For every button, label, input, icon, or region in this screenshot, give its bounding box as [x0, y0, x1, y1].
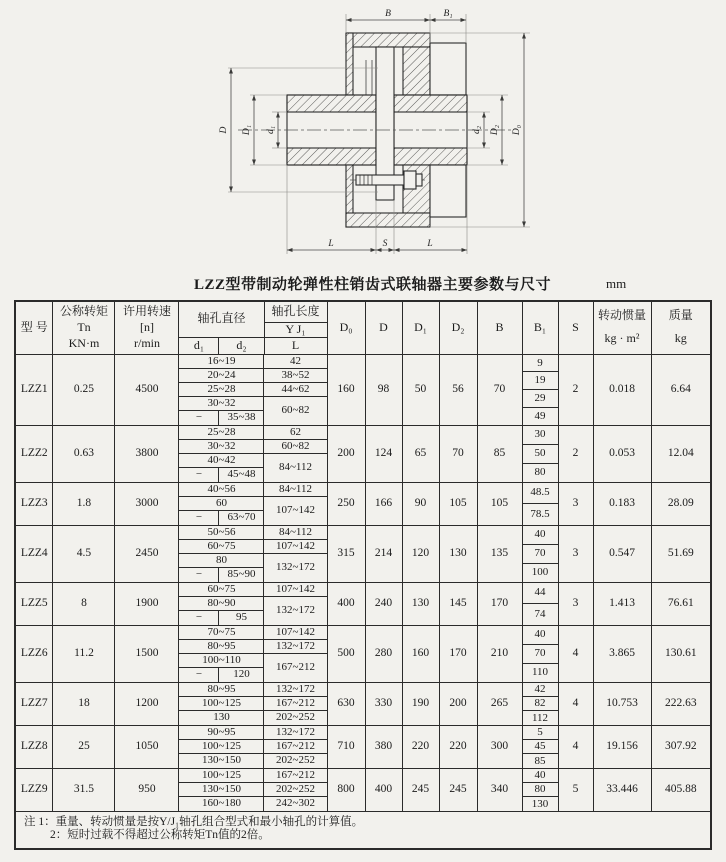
speed-value-cell: 2450 [115, 525, 179, 582]
speed-value-cell: 1500 [115, 625, 179, 682]
bore-cell [179, 482, 327, 525]
model-name-cell: LZZ9 [15, 768, 53, 811]
inertia-title: 转动惯量 [597, 308, 646, 323]
bore-range-cell: 100~125 [179, 769, 264, 783]
bore-range-cell: 30~32 [179, 397, 264, 411]
s-value-cell: 3 [558, 525, 593, 582]
bore-length-cell: 202~252 [276, 711, 315, 724]
table-row [15, 725, 711, 768]
torque-value-cell: 11.2 [53, 625, 115, 682]
col-header-b: B [477, 301, 522, 354]
b1-cell [522, 482, 558, 525]
d-value-cell: 124 [365, 425, 402, 482]
b1-value-cell: 80 [523, 783, 558, 797]
d2-value-cell: 145 [439, 582, 477, 625]
d2-value-cell: 105 [439, 482, 477, 525]
bore-length-cell: 107~142 [264, 626, 326, 640]
d2-value-cell: 200 [439, 682, 477, 725]
model-name-cell: LZZ6 [15, 625, 53, 682]
dim-label-s: S [382, 239, 388, 249]
bore-grid [179, 583, 326, 625]
bore-length-cell: 42 [264, 355, 326, 369]
bore-grid [179, 683, 326, 725]
inertia-value-cell: 10.753 [593, 682, 651, 725]
dim-label-l-right: L [427, 239, 433, 249]
d-value-cell: 330 [365, 682, 402, 725]
b1-cell [522, 725, 558, 768]
col-header-d1: D₁ [402, 301, 439, 354]
b1-value-cell: 50 [523, 445, 558, 464]
dim-label-d2-cap: D₂ [490, 124, 500, 136]
bore-length-cell: 60~82 [281, 404, 310, 417]
col-header-b1: B₁ [522, 301, 558, 354]
mass-value-cell: 307.92 [651, 725, 711, 768]
speed-value-cell: 3000 [115, 482, 179, 525]
inertia-value-cell: 3.865 [593, 625, 651, 682]
d0-value-cell: 800 [327, 768, 365, 811]
bore-length-cell: 132~172 [264, 683, 326, 697]
mass-value-cell: 222.63 [651, 682, 711, 725]
col-header-bore-len: 轴孔长度 [264, 301, 327, 322]
bore-length-cell: 132~172 [276, 561, 315, 574]
model-name-cell: LZZ8 [15, 725, 53, 768]
torque-value-cell: 18 [53, 682, 115, 725]
b1-value-cell: 82 [523, 697, 558, 711]
d0-value-cell: 250 [327, 482, 365, 525]
bore-range-cell: 60 [179, 497, 264, 511]
d0-value-cell: 200 [327, 425, 365, 482]
b-value-cell: 85 [477, 425, 522, 482]
d1-value-cell: 120 [402, 525, 439, 582]
d1-value-cell: 50 [402, 354, 439, 425]
bore-cell [179, 525, 327, 582]
b1-value-cell: 78.5 [530, 507, 550, 520]
col-header-model: 型 号 [15, 301, 53, 354]
bore-range-cell: 80 [179, 554, 264, 568]
bore-d1-cell: − [179, 568, 219, 582]
bore-d1-cell: − [179, 611, 219, 625]
b1-stack [523, 726, 558, 768]
speed-title: 许用转速 [122, 304, 171, 319]
b1-stack [523, 583, 558, 625]
bore-grid [179, 769, 326, 811]
bore-length-cell: 132~172 [264, 726, 326, 740]
note-1: 注 1：重量、转动惯量是按Y/J₁轴孔组合型式和最小轴孔的计算值。 [23, 815, 364, 828]
b1-value-cell: 110 [531, 666, 549, 679]
b-value-cell: 70 [477, 354, 522, 425]
d1-value-cell: 130 [402, 582, 439, 625]
b1-value-cell: 44 [523, 583, 558, 605]
bore-length-cell: 84~112 [264, 483, 326, 497]
model-name-cell: LZZ4 [15, 525, 53, 582]
torque-value-cell: 25 [53, 725, 115, 768]
col-header-mass [651, 301, 711, 354]
bore-range-cell: 160~180 [179, 797, 264, 811]
bore-d2-cell: 35~38 [219, 411, 264, 425]
speed-value-cell: 4500 [115, 354, 179, 425]
mass-value-cell: 130.61 [651, 625, 711, 682]
s-value-cell: 4 [558, 682, 593, 725]
col-header-bore-dia: 轴孔直径 [179, 301, 264, 337]
inertia-value-cell: 0.053 [593, 425, 651, 482]
b1-value-cell: 29 [523, 390, 558, 408]
page-title: LZZ型带制动轮弹性柱销齿式联轴器主要参数与尺寸 [194, 277, 552, 293]
d2-value-cell: 56 [439, 354, 477, 425]
b1-value-cell: 85 [534, 754, 546, 767]
brake-drum-top [346, 33, 466, 95]
b-value-cell: 105 [477, 482, 522, 525]
d-value-cell: 166 [365, 482, 402, 525]
torque-symbol: Tn [77, 319, 91, 334]
bore-length-cell: 242~302 [276, 797, 315, 810]
bore-range-cell: 80~95 [179, 683, 264, 697]
bore-grid [179, 726, 326, 768]
speed-unit: r/min [133, 335, 160, 350]
d1-value-cell: 190 [402, 682, 439, 725]
model-name-cell: LZZ5 [15, 582, 53, 625]
speed-value-cell: 1900 [115, 582, 179, 625]
b1-value-cell: 5 [523, 726, 558, 740]
mass-value-cell: 28.09 [651, 482, 711, 525]
table-row [15, 625, 711, 682]
d1-value-cell: 90 [402, 482, 439, 525]
torque-value-cell: 8 [53, 582, 115, 625]
b1-stack [523, 683, 558, 725]
b1-cell [522, 625, 558, 682]
col-header-d1-bore: d₁ [179, 337, 219, 354]
b1-value-cell: 40 [523, 526, 558, 545]
d-value-cell: 280 [365, 625, 402, 682]
mass-value-cell: 76.61 [651, 582, 711, 625]
bore-range-cell: 130~150 [179, 754, 264, 768]
bore-grid [179, 426, 326, 482]
bore-range-cell: 100~125 [179, 697, 264, 711]
bore-length-cell: 107~142 [264, 540, 326, 554]
speed-value-cell: 950 [115, 768, 179, 811]
s-value-cell: 2 [558, 425, 593, 482]
speed-symbol: [n] [139, 319, 154, 334]
b1-cell [522, 768, 558, 811]
dim-label-d2-bore: d₂ [472, 125, 482, 135]
d0-value-cell: 630 [327, 682, 365, 725]
model-name-cell: LZZ7 [15, 682, 53, 725]
bore-cell [179, 354, 327, 425]
torque-value-cell: 0.25 [53, 354, 115, 425]
bore-length-cell: 202~252 [264, 783, 326, 797]
b1-value-cell: 48.5 [523, 483, 558, 505]
b1-value-cell: 112 [531, 711, 549, 724]
b1-value-cell: 9 [523, 355, 558, 373]
table-row [15, 525, 711, 582]
torque-value-cell: 0.63 [53, 425, 115, 482]
col-header-d0: D₀ [327, 301, 365, 354]
d-value-cell: 400 [365, 768, 402, 811]
torque-title: 公称转矩 [59, 304, 108, 319]
b-value-cell: 170 [477, 582, 522, 625]
dim-label-d-outer: D [219, 126, 229, 134]
bore-d2-cell: 95 [219, 611, 264, 625]
b1-value-cell: 130 [531, 797, 549, 810]
bore-d1-cell: − [179, 468, 219, 482]
b1-value-cell: 30 [523, 426, 558, 445]
col-header-l: L [264, 337, 327, 354]
speed-value-cell: 1050 [115, 725, 179, 768]
mass-value-cell: 405.88 [651, 768, 711, 811]
bore-cell [179, 725, 327, 768]
bore-range-cell: 40~42 [179, 454, 264, 468]
model-name-cell: LZZ2 [15, 425, 53, 482]
bore-range-cell: 90~95 [179, 726, 264, 740]
b-value-cell: 210 [477, 625, 522, 682]
b1-cell [522, 582, 558, 625]
d0-value-cell: 160 [327, 354, 365, 425]
bore-d2-cell: 85~90 [219, 568, 264, 582]
mass-value-cell: 12.04 [651, 425, 711, 482]
bore-length-cell: 60~82 [264, 440, 326, 454]
col-header-torque [53, 301, 115, 354]
model-name-cell: LZZ3 [15, 482, 53, 525]
bore-range-cell: 80~90 [179, 597, 264, 611]
inertia-unit: kg · m² [604, 331, 640, 346]
bore-range-cell: 130 [179, 711, 264, 725]
bore-length-cell: 167~212 [264, 769, 326, 783]
table-row [15, 482, 711, 525]
unit-label: mm [606, 276, 627, 291]
table-body [15, 354, 711, 811]
b1-cell [522, 425, 558, 482]
b1-stack [523, 769, 558, 811]
d1-value-cell: 220 [402, 725, 439, 768]
bore-length-cell: 167~212 [264, 740, 326, 754]
d2-value-cell: 70 [439, 425, 477, 482]
bore-range-cell: 70~75 [179, 626, 264, 640]
bore-length-cell: 167~212 [264, 697, 326, 711]
bore-cell [179, 582, 327, 625]
coupling-drawing [0, 0, 726, 272]
note-2: 2：短时过载不得超过公称转矩Tn值的2倍。 [49, 828, 270, 841]
bore-d2-cell: 120 [219, 668, 264, 682]
mass-unit: kg [674, 331, 687, 346]
s-value-cell: 4 [558, 625, 593, 682]
dim-label-d0: D₀ [512, 124, 522, 136]
b1-cell [522, 354, 558, 425]
col-header-d: D [365, 301, 402, 354]
dim-label-b: B [385, 9, 391, 19]
mass-value-cell: 6.64 [651, 354, 711, 425]
mass-value-cell: 51.69 [651, 525, 711, 582]
bore-range-cell: 100~110 [179, 654, 264, 668]
torque-value-cell: 4.5 [53, 525, 115, 582]
speed-value-cell: 1200 [115, 682, 179, 725]
inertia-value-cell: 0.183 [593, 482, 651, 525]
table-footer [15, 811, 711, 849]
bore-range-cell: 25~28 [179, 383, 264, 397]
table-row [15, 582, 711, 625]
bore-length-cell: 107~142 [276, 504, 315, 517]
bore-grid [179, 626, 326, 682]
bore-length-cell: 84~112 [264, 526, 326, 540]
bore-range-cell: 16~19 [179, 355, 264, 369]
b-value-cell: 265 [477, 682, 522, 725]
bore-d1-cell: − [179, 511, 219, 525]
bore-cell [179, 682, 327, 725]
d2-value-cell: 220 [439, 725, 477, 768]
bore-length-cell: 84~112 [278, 461, 313, 474]
col-header-speed [115, 301, 179, 354]
bore-cell [179, 625, 327, 682]
bore-range-cell: 60~75 [179, 583, 264, 597]
inertia-value-cell: 33.446 [593, 768, 651, 811]
title-row [0, 272, 726, 296]
b1-stack [523, 426, 558, 482]
bore-grid [179, 483, 326, 525]
b-value-cell: 135 [477, 525, 522, 582]
dim-label-d1-bore: d₁ [266, 125, 276, 135]
bore-range-cell: 25~28 [179, 426, 264, 440]
bore-length-cell: 167~212 [276, 661, 315, 674]
b1-value-cell: 42 [523, 683, 558, 697]
d2-value-cell: 245 [439, 768, 477, 811]
dim-label-l-left: L [328, 239, 334, 249]
bore-length-cell: 38~52 [264, 369, 326, 383]
b1-value-cell: 40 [523, 769, 558, 783]
bore-range-cell: 60~75 [179, 540, 264, 554]
b1-value-cell: 70 [523, 645, 558, 664]
d-value-cell: 380 [365, 725, 402, 768]
bore-cell [179, 425, 327, 482]
b1-value-cell: 19 [523, 372, 558, 390]
bore-grid [179, 355, 326, 425]
dim-label-b1: B₁ [443, 9, 453, 19]
bore-length-cell: 44~62 [264, 383, 326, 397]
table-row [15, 768, 711, 811]
parameter-table [14, 300, 712, 850]
bore-length-cell: 107~142 [264, 583, 326, 597]
d0-value-cell: 400 [327, 582, 365, 625]
mass-title: 质量 [668, 308, 693, 323]
b1-value-cell: 100 [531, 566, 549, 579]
bore-range-cell: 20~24 [179, 369, 264, 383]
notes-cell [15, 811, 711, 849]
bore-range-cell: 30~32 [179, 440, 264, 454]
d1-value-cell: 245 [402, 768, 439, 811]
bore-range-cell: 50~56 [179, 526, 264, 540]
bore-grid [179, 526, 326, 582]
inertia-value-cell: 1.413 [593, 582, 651, 625]
b1-value-cell: 74 [534, 607, 546, 620]
d0-value-cell: 315 [327, 525, 365, 582]
b1-cell [522, 682, 558, 725]
d1-value-cell: 65 [402, 425, 439, 482]
d2-value-cell: 130 [439, 525, 477, 582]
b1-stack [523, 355, 558, 425]
inertia-value-cell: 0.018 [593, 354, 651, 425]
bore-d1-cell: − [179, 668, 219, 682]
s-value-cell: 4 [558, 725, 593, 768]
bore-d1-cell: − [179, 411, 219, 425]
table-row [15, 425, 711, 482]
bore-range-cell: 40~56 [179, 483, 264, 497]
d-value-cell: 214 [365, 525, 402, 582]
col-header-yj1: Y J₁ [264, 322, 327, 337]
torque-unit: KN·m [68, 335, 100, 350]
torque-value-cell: 1.8 [53, 482, 115, 525]
d-value-cell: 98 [365, 354, 402, 425]
table-row [15, 682, 711, 725]
table-header [15, 301, 711, 354]
table-row [15, 354, 711, 425]
bore-cell [179, 768, 327, 811]
b1-value-cell: 40 [523, 626, 558, 645]
inertia-value-cell: 0.547 [593, 525, 651, 582]
b1-cell [522, 525, 558, 582]
inertia-value-cell: 19.156 [593, 725, 651, 768]
bore-length-cell: 132~172 [264, 640, 326, 654]
b-value-cell: 340 [477, 768, 522, 811]
bore-range-cell: 80~95 [179, 640, 264, 654]
bore-length-cell: 62 [264, 426, 326, 440]
bore-range-cell: 100~125 [179, 740, 264, 754]
b1-value-cell: 49 [534, 409, 546, 422]
bore-length-cell: 132~172 [276, 604, 315, 617]
d0-value-cell: 500 [327, 625, 365, 682]
bore-d2-cell: 63~70 [219, 511, 264, 525]
s-value-cell: 2 [558, 354, 593, 425]
torque-value-cell: 31.5 [53, 768, 115, 811]
model-name-cell: LZZ1 [15, 354, 53, 425]
s-value-cell: 3 [558, 482, 593, 525]
bore-d2-cell: 45~48 [219, 468, 264, 482]
d0-value-cell: 710 [327, 725, 365, 768]
b1-stack [523, 483, 558, 525]
bore-range-cell: 130~150 [179, 783, 264, 797]
col-header-d2: D₂ [439, 301, 477, 354]
b1-value-cell: 45 [523, 740, 558, 754]
bore-length-cell: 202~252 [276, 754, 315, 767]
d1-value-cell: 160 [402, 625, 439, 682]
col-header-s: S [558, 301, 593, 354]
b1-stack [523, 626, 558, 682]
col-header-d2-bore: d₂ [219, 337, 264, 354]
s-value-cell: 5 [558, 768, 593, 811]
dim-label-d1-cap: D₁ [242, 124, 252, 136]
col-header-inertia [593, 301, 651, 354]
b1-stack [523, 526, 558, 582]
b-value-cell: 300 [477, 725, 522, 768]
s-value-cell: 3 [558, 582, 593, 625]
b1-value-cell: 80 [534, 466, 546, 479]
b1-value-cell: 70 [523, 545, 558, 564]
speed-value-cell: 3800 [115, 425, 179, 482]
d2-value-cell: 170 [439, 625, 477, 682]
d-value-cell: 240 [365, 582, 402, 625]
